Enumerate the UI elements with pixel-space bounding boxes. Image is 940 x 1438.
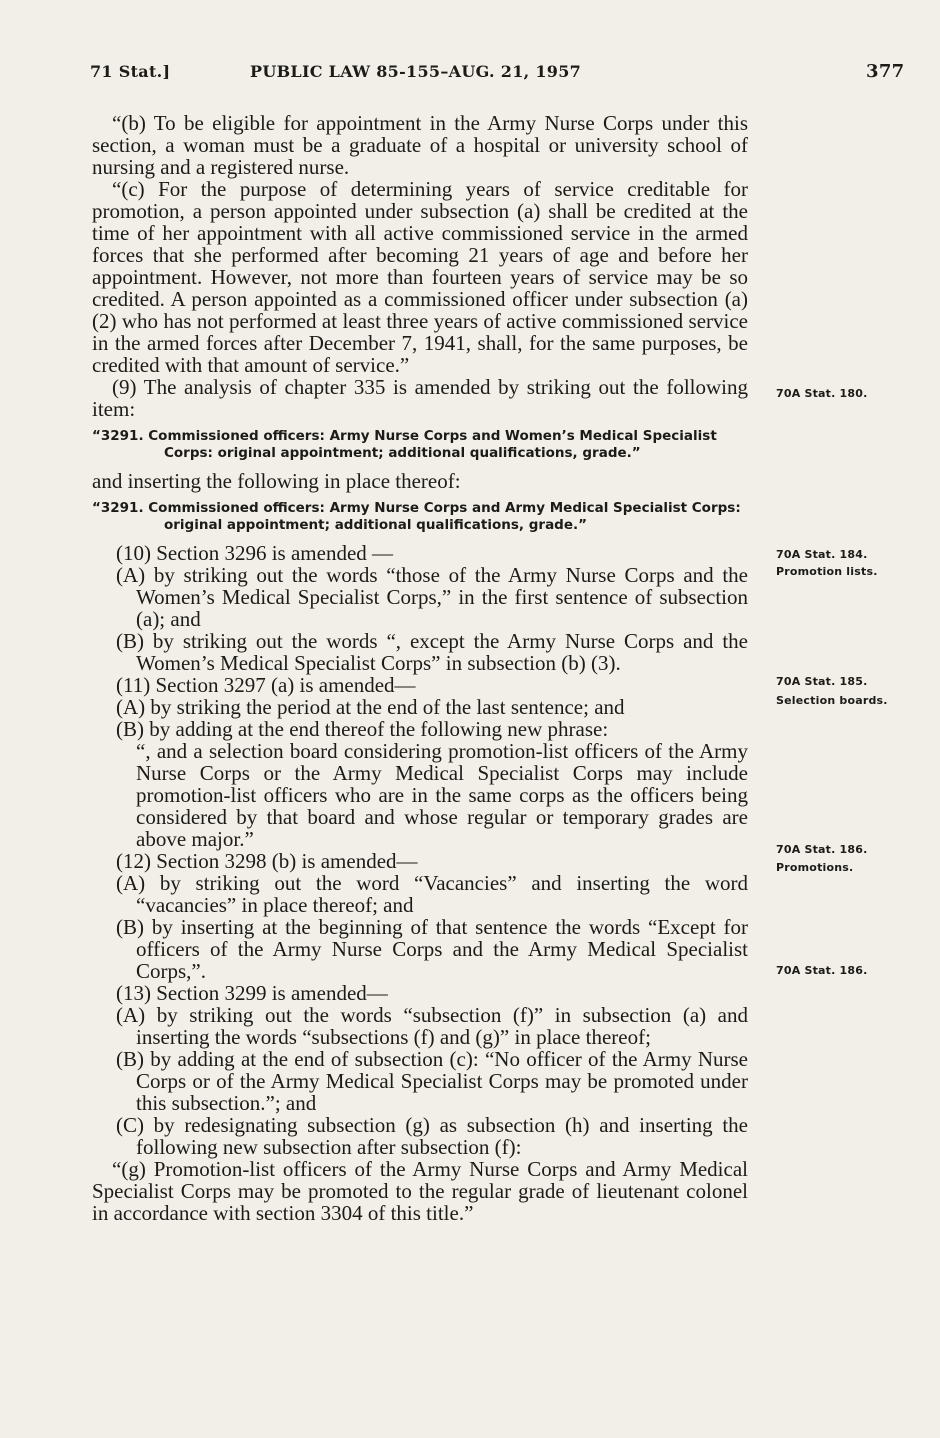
- quoted-item-inserted: “3291. Commissioned officers: Army Nurse Corps and Army Medical Specialist Corps: original appointment; additional qualifications, grade.”: [92, 500, 741, 533]
- paragraph-10a: (A) by striking out the words “those of the Army Nurse Corps and the Women’s Medical Specialist Corps,” in the first sentence of subsection (a); and: [116, 563, 748, 631]
- paragraph-10b: (B) by striking out the words “, except the Army Nurse Corps and the Women’s Medical Specialist Corps” in subsection (b) (3).: [116, 629, 748, 675]
- body-text: [92, 112, 748, 1224]
- paragraph-13: (13) Section 3299 is amended—: [116, 981, 388, 1005]
- paragraph-inserting: and inserting the following in place thereof:: [92, 469, 461, 493]
- margin-note-stat-186-b: 70A Stat. 186.: [776, 964, 868, 977]
- paragraph-12a: (A) by striking out the word “Vacancies” and inserting the word “vacancies” in place thereof; and: [116, 871, 748, 917]
- margin-note-stat-186: 70A Stat. 186.: [776, 843, 868, 856]
- paragraph-13b: (B) by adding at the end of subsection (c): “No officer of the Army Nurse Corps or of the Army Medical Specialist Corps may be promoted under this subsection.”; and: [116, 1047, 748, 1115]
- paragraph-10: (10) Section 3296 is amended —: [116, 541, 394, 565]
- quoted-item-stricken: “3291. Commissioned officers: Army Nurse Corps and Women’s Medical Specialist Corps: original appointment; additional qualifications, grade.”: [92, 428, 717, 461]
- paragraph-12b: (B) by inserting at the beginning of that sentence the words “Except for officers of the Army Nurse Corps and the Army Medical Specialist Corps,”.: [116, 915, 748, 983]
- paragraph-11a: (A) by striking the period at the end of the last sentence; and: [116, 695, 625, 719]
- header-title: PUBLIC LAW 85-155–AUG. 21, 1957: [250, 62, 582, 81]
- paragraph-b: “(b) To be eligible for appointment in the Army Nurse Corps under this section, a woman must be a graduate of a hospital or university school of nursing and a registered nurse.: [92, 111, 748, 179]
- margin-note-stat-185: 70A Stat. 185.: [776, 675, 868, 688]
- margin-note-promotions: Promotions.: [776, 861, 854, 874]
- margin-note-selection-boards: Selection boards.: [776, 694, 888, 707]
- paragraph-11: (11) Section 3297 (a) is amended—: [116, 673, 416, 697]
- header-citation: 71 Stat.]: [90, 62, 171, 81]
- margin-note-stat-180: 70A Stat. 180.: [776, 387, 868, 400]
- paragraph-12: (12) Section 3298 (b) is amended—: [116, 849, 418, 873]
- margin-note-stat-184: 70A Stat. 184.: [776, 548, 868, 561]
- margin-note-promotion-lists: Promotion lists.: [776, 565, 878, 578]
- paragraph-13c: (C) by redesignating subsection (g) as subsection (h) and inserting the following new subsection after subsection (f):: [116, 1113, 748, 1159]
- paragraph-9: (9) The analysis of chapter 335 is amended by striking out the following item:: [92, 375, 748, 421]
- paragraph-11b-phrase: “, and a selection board considering promotion-list officers of the Army Nurse Corps or the Army Medical Specialist Corps may include promotion-list officers who are in the same corps as the officers being considered by that board and whose regular or temporary grades are above major.”: [136, 739, 748, 851]
- paragraph-g: “(g) Promotion-list officers of the Army Nurse Corps and Army Medical Specialist Corps may be promoted to the regular grade of lieutenant colonel in accordance with section 3304 of this title.”: [92, 1157, 748, 1225]
- paragraph-13a: (A) by striking out the words “subsection (f)” in subsection (a) and inserting the words “subsections (f) and (g)” in place thereof;: [116, 1003, 748, 1049]
- page-number: 377: [866, 61, 905, 82]
- paragraph-c: “(c) For the purpose of determining years of service creditable for promotion, a person appointed under subsection (a) shall be credited at the time of her appointment with all active commissioned service in the armed forces that she performed after becoming 21 years of age and before her appointment. However, not more than fourteen years of service may be so credited. A person appointed as a commissioned officer under subsection (a) (2) who has not performed at least three years of active commissioned service in the armed forces after December 7, 1941, shall, for the same purposes, be credited with that amount of service.”: [92, 177, 748, 377]
- paragraph-11b: (B) by adding at the end thereof the following new phrase:: [116, 717, 609, 741]
